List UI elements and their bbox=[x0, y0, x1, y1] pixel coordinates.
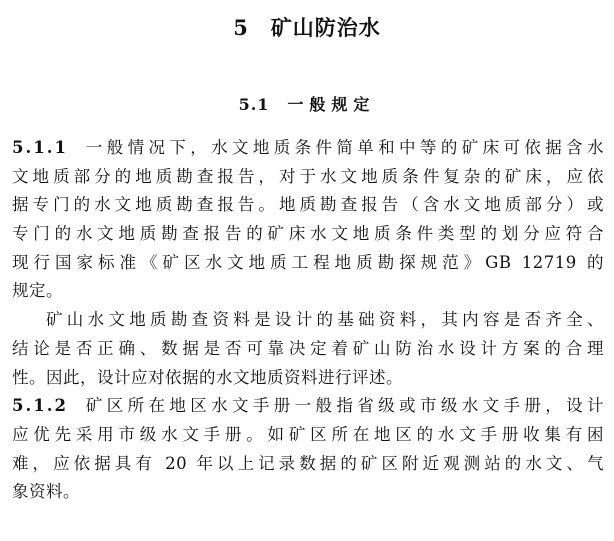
section-number: 5.1 bbox=[238, 95, 270, 114]
line-text: 矿区所在地区水文手册一般指省级或市级水文手册，设计 bbox=[81, 396, 604, 416]
text-line: 据专门的水文地质勘查报告。地质勘查报告（含水文地质部分）或 bbox=[12, 195, 604, 215]
text-line: 性。因此，设计应对依据的水文地质资料进行评述。 bbox=[12, 367, 403, 387]
text-line: 文地质部分的地质勘查报告，对于水文地质条件复杂的矿床，应依 bbox=[12, 166, 604, 186]
text-line: 结论是否正确、数据是否可靠决定着矿山防治水设计方案的合理 bbox=[12, 338, 604, 358]
section-title bbox=[0, 92, 614, 115]
chapter-number: 5 bbox=[233, 15, 249, 40]
chapter-title bbox=[0, 12, 614, 42]
text-line: 现行国家标准《矿区水文地质工程地质勘探规范》GB 12719 的 bbox=[12, 252, 604, 272]
text-line bbox=[12, 392, 604, 421]
clause-number: 5.1.2 bbox=[12, 396, 68, 416]
line-text: 一般情况下，水文地质条件简单和中等的矿床可依据含水 bbox=[81, 138, 604, 157]
body-text bbox=[12, 134, 604, 507]
chapter-title-text: 矿山防治水 bbox=[270, 15, 381, 40]
text-line: 象资料。 bbox=[12, 482, 80, 502]
text-line: 专门的水文地质勘查报告的矿床水文地质条件类型的划分应符合 bbox=[12, 224, 604, 244]
text-line: 规定。 bbox=[12, 281, 63, 301]
text-line bbox=[12, 134, 604, 163]
text-line: 应优先采用市级水文手册。如矿区所在地区的水文手册收集有困 bbox=[12, 424, 604, 444]
text-line: 难，应依据具有 20 年以上记录数据的矿区附近观测站的水文、气 bbox=[12, 453, 604, 473]
clause-number: 5.1.1 bbox=[12, 138, 68, 157]
section-title-text: 一般规定 bbox=[287, 95, 376, 114]
text-line: 矿山水文地质勘查资料是设计的基础资料，其内容是否齐全、 bbox=[46, 310, 604, 330]
